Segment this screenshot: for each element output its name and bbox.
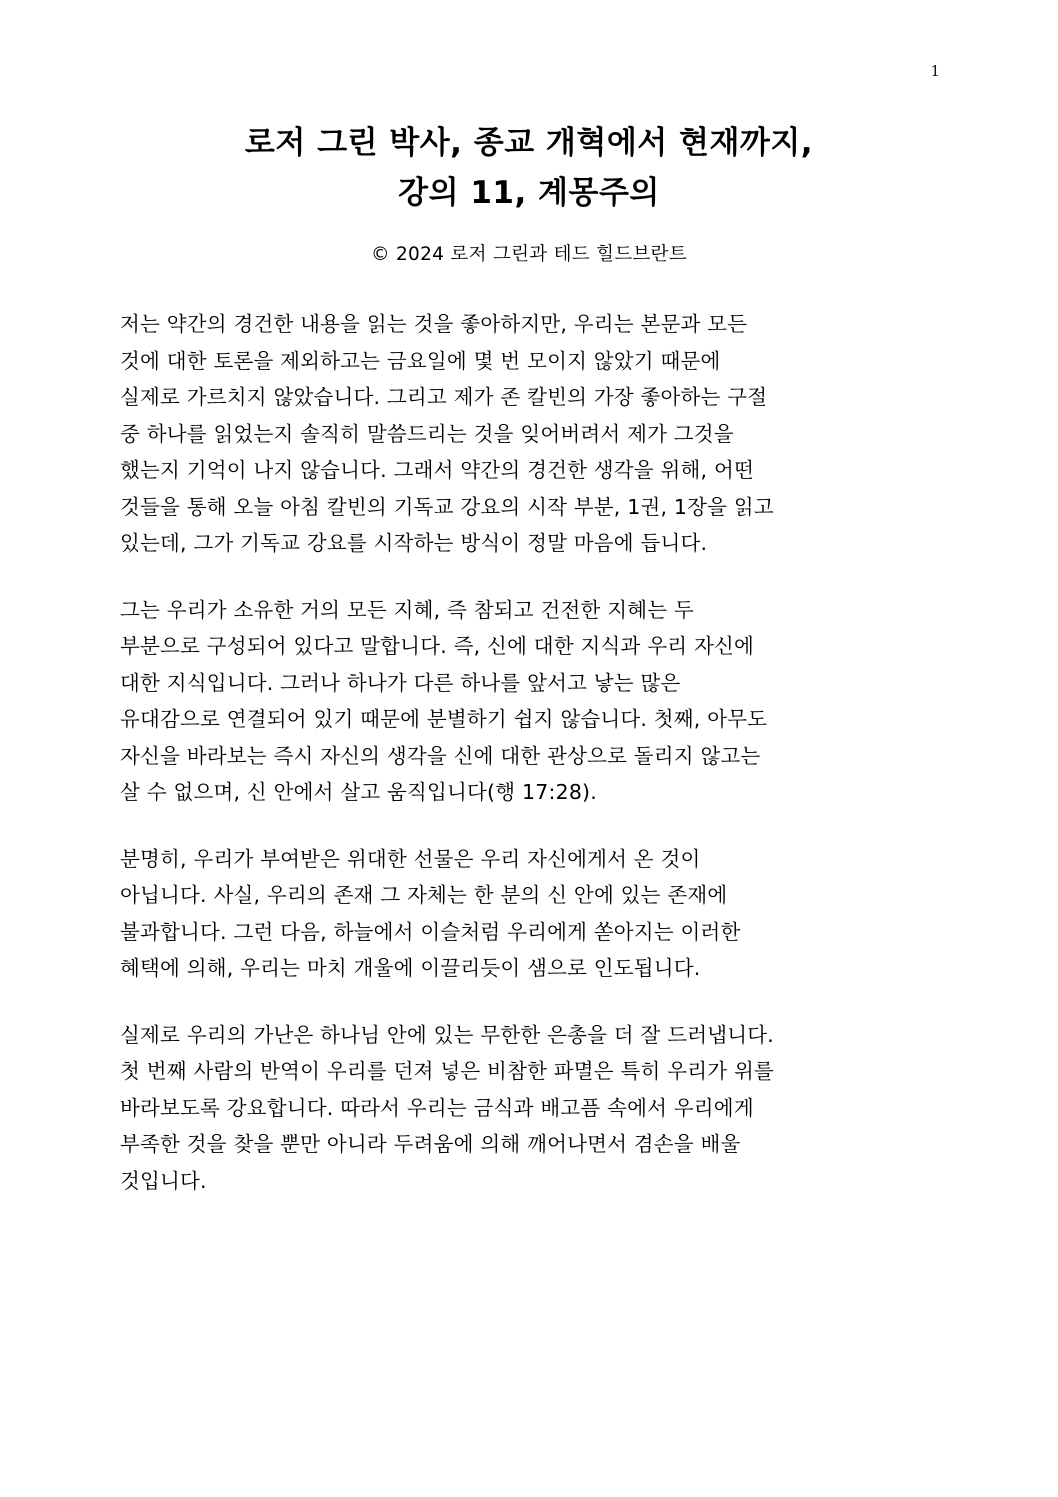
text-line: 실제로 가르치지 않았습니다. 그리고 제가 존 칼빈의 가장 좋아하는 구절: [120, 385, 768, 410]
text-line: 있는데, 그가 기독교 강요를 시작하는 방식이 정말 마음에 듭니다.: [120, 531, 708, 556]
paragraph-4: [120, 1017, 938, 1199]
title-line-1: 로저 그린 박사, 종교 개혁에서 현재까지,: [244, 125, 814, 161]
page-number: 1: [930, 62, 940, 80]
text-line: 바라보도록 강요합니다. 따라서 우리는 금식과 배고픔 속에서 우리에게: [120, 1095, 754, 1120]
text-line: 살 수 없으며, 신 안에서 살고 움직입니다(행 17:28).: [120, 780, 597, 805]
text-line: 그는 우리가 소유한 거의 모든 지혜, 즉 참되고 건전한 지혜는 두: [120, 597, 694, 622]
text-line: 혜택에 의해, 우리는 마치 개울에 이끌리듯이 샘으로 인도됩니다.: [120, 956, 701, 981]
text-line: 분명히, 우리가 부여받은 위대한 선물은 우리 자신에게서 온 것이: [120, 846, 701, 871]
copyright-notice: © 2024 로저 그린과 테드 힐드브란트: [370, 244, 688, 266]
text-line: 했는지 기억이 나지 않습니다. 그래서 약간의 경건한 생각을 위해, 어떤: [120, 458, 754, 483]
text-line: 아닙니다. 사실, 우리의 존재 그 자체는 한 분의 신 안에 있는 존재에: [120, 883, 728, 908]
paragraph-2: [120, 592, 938, 811]
title-line-2: 강의 11, 계몽주의: [398, 175, 660, 212]
text-line: 것들을 통해 오늘 아침 칼빈의 기독교 강요의 시작 부분, 1권, 1장을 읽고: [120, 494, 774, 519]
text-line: 부족한 것을 찾을 뿐만 아니라 두려움에 의해 깨어나면서 겸손을 배울: [120, 1132, 741, 1157]
text-line: 것입니다.: [120, 1168, 207, 1193]
text-line: 자신을 바라보는 즉시 자신의 생각을 신에 대한 관상으로 돌리지 않고는: [120, 743, 761, 768]
text-line: 실제로 우리의 가난은 하나님 안에 있는 무한한 은총을 더 잘 드러냅니다.: [120, 1022, 774, 1047]
text-line: 부분으로 구성되어 있다고 말합니다. 즉, 신에 대한 지식과 우리 자신에: [120, 634, 754, 659]
text-line: 중 하나를 읽었는지 솔직히 말씀드리는 것을 잊어버려서 제가 그것을: [120, 421, 734, 446]
text-line: 불과합니다. 그런 다음, 하늘에서 이슬처럼 우리에게 쏟아지는 이러한: [120, 919, 741, 944]
document-body: [120, 306, 938, 1199]
text-line: 유대감으로 연결되어 있기 때문에 분별하기 쉽지 않습니다. 첫째, 아무도: [120, 707, 768, 732]
paragraph-1: [120, 306, 938, 561]
text-line: 첫 번째 사람의 반역이 우리를 던져 넣은 비참한 파멸은 특히 우리가 위를: [120, 1059, 774, 1084]
paragraph-3: [120, 841, 938, 987]
page-title: [120, 118, 938, 218]
text-line: 저는 약간의 경건한 내용을 읽는 것을 좋아하지만, 우리는 본문과 모든: [120, 312, 748, 337]
text-line: 것에 대한 토론을 제외하고는 금요일에 몇 번 모이지 않았기 때문에: [120, 348, 721, 373]
text-line: 대한 지식입니다. 그러나 하나가 다른 하나를 앞서고 낳는 많은: [120, 670, 681, 695]
